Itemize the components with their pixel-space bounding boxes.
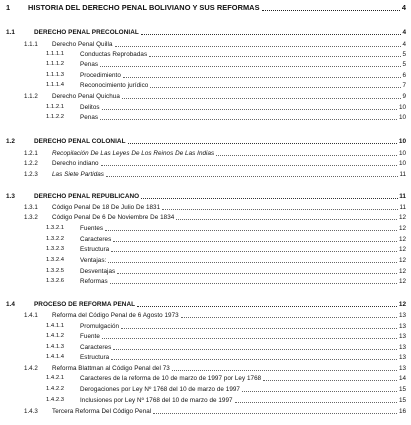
toc-entry[interactable] [0,343,411,352]
toc-entry-title: Reforma del Código Penal de 6 Agosto 1973 [52,312,179,319]
toc-leader-dots [137,306,397,307]
toc-entry-title: Ventajas: [80,257,107,264]
toc-entry[interactable] [0,300,411,309]
toc-entry-page: 13 [398,312,406,319]
toc-entry-title: Derogaciones por Ley Nº 1768 del 10 de marzo de 1997 [80,386,240,393]
toc-entry-number: 1.1.1.2 [46,61,65,67]
toc-entry-title: HISTORIA DEL DERECHO PENAL BOLIVIANO Y SUS REFORMAS [28,3,260,12]
toc-entry-title: Reconocimiento jurídico [80,82,149,89]
toc-leader-dots [102,338,398,339]
toc-entry[interactable] [0,60,411,69]
toc-entry[interactable] [0,92,411,101]
toc-entry-title: Las Siete Partidas [52,171,105,178]
toc-entry[interactable] [0,28,411,37]
toc-entry-title: Estructura [80,354,110,361]
toc-entry[interactable] [0,40,411,49]
toc-entry-page: 5 [402,61,406,68]
toc-entry-title: Caracteres [80,344,112,351]
toc-entry-title: Fuentes [80,225,104,232]
toc-entry-page: 12 [398,278,406,285]
toc-entry-number: 1.1 [6,29,15,36]
toc-leader-dots [162,209,398,210]
toc-entry-title: Promulgación [80,323,120,330]
toc-entry-page: 10 [398,114,406,121]
toc-entry-page: 4 [401,3,406,12]
toc-leader-dots [153,413,397,414]
toc-entry[interactable] [0,374,411,383]
toc-entry-page: 16 [398,408,406,415]
toc-leader-dots [181,317,398,318]
toc-leader-dots [121,328,397,329]
toc-entry-page: 11 [399,171,406,178]
toc-entry-page: 12 [398,246,406,253]
toc-entry-title: Derecho Penal Quichua [52,93,120,100]
toc-entry-page: 9 [402,93,406,100]
toc-leader-dots [113,349,397,350]
toc-leader-dots [117,273,397,274]
toc-entry-title: Penas [80,61,99,68]
toc-leader-dots [110,283,398,284]
toc-entry-title: Desventajas [80,268,116,275]
toc-entry-number: 1.1.1.3 [46,72,65,78]
toc-entry[interactable] [0,407,411,416]
toc-leader-dots [122,98,401,99]
toc-entry-title: PROCESO DE REFORMA PENAL [34,301,136,308]
toc-entry-page: 6 [402,72,406,79]
toc-entry-number: 1.2 [6,138,15,145]
toc-leader-dots [150,87,401,88]
toc-entry-number: 1 [6,3,11,12]
toc-entry-number: 1.1.1.4 [46,82,65,88]
toc-entry[interactable] [0,267,411,276]
toc-entry-title: Recopilación De Las Leyes De Los Reinos De Las Indias [52,150,215,157]
toc-entry[interactable] [0,149,411,158]
toc-entry[interactable] [0,203,411,212]
toc-entry-number: 1.1.2 [24,93,38,100]
toc-entry-number: 1.3.2.1 [46,225,65,231]
toc-entry-title: Derecho indiano [52,160,99,167]
toc-entry[interactable] [0,3,411,12]
toc-entry-page: 14 [398,375,406,382]
toc-leader-dots [101,165,398,166]
toc-entry-number: 1.2.1 [24,150,38,157]
toc-entry[interactable] [0,224,411,233]
toc-entry[interactable] [0,311,411,320]
toc-entry-title: Caracteres [80,236,112,243]
toc-leader-dots [123,77,401,78]
toc-entry-page: 5 [402,51,406,58]
toc-entry-title: DERECHO PENAL COLONIAL [34,138,126,145]
toc-entry-number: 1.3.1 [24,204,38,211]
toc-entry[interactable] [0,113,411,122]
toc-entry[interactable] [0,170,411,179]
toc-entry[interactable] [0,396,411,405]
toc-entry[interactable] [0,332,411,341]
toc-entry[interactable] [0,385,411,394]
toc-entry-title: Reforma Blattman al Código Penal del 73 [52,365,170,372]
toc-entry-title: Estructura [80,246,110,253]
toc-entry-number: 1.1.2.2 [46,114,65,120]
toc-entry-number: 1.3.2.3 [46,246,65,252]
toc-entry[interactable] [0,213,411,222]
toc-entry-title: Delitos [80,104,100,111]
toc-entry-page: 10 [398,160,406,167]
toc-leader-dots [100,66,401,67]
toc-leader-dots [102,109,398,110]
toc-entry[interactable] [0,159,411,168]
toc-entry-number: 1.4.1.2 [46,333,65,339]
toc-leader-dots [111,251,397,252]
toc-entry-page: 12 [398,257,406,264]
toc-entry[interactable] [0,50,411,59]
toc-leader-dots [149,56,401,57]
toc-entry-number: 1.4.3 [24,408,38,415]
toc-entry-number: 1.4.1.1 [46,323,65,329]
toc-entry[interactable] [0,81,411,90]
toc-entry-page: 13 [398,344,406,351]
toc-entry-number: 1.2.2 [24,160,38,167]
toc-leader-dots [113,241,397,242]
toc-entry-page: 13 [398,323,406,330]
toc-leader-dots [111,359,397,360]
toc-leader-dots [172,370,398,371]
toc-entry-page: 15 [398,386,406,393]
toc-leader-dots [141,34,401,35]
toc-entry-title: DERECHO PENAL REPUBLICANO [34,193,140,200]
toc-leader-dots [141,198,398,199]
toc-leader-dots [105,230,397,231]
toc-entry-number: 1.1.1 [24,41,38,48]
toc-entry-page: 4 [402,41,406,48]
toc-entry-title: Código Penal De 18 De Julio De 1831 [52,204,161,211]
toc-entry-page: 12 [398,268,406,275]
toc-entry-title: Fuente [80,333,100,340]
toc-entry-number: 1.4.2.2 [46,386,65,392]
toc-entry-number: 1.4.1.4 [46,354,65,360]
toc-entry[interactable] [0,103,411,112]
toc-leader-dots [128,143,398,144]
toc-entry-title: Caracteres de la reforma de 10 de marzo de 1997 por Ley 1768 [80,375,262,382]
toc-entry[interactable] [0,322,411,331]
toc-leader-dots [115,46,401,47]
toc-entry-number: 1.4.2.3 [46,397,65,403]
toc-entry[interactable] [0,353,411,362]
toc-entry-page: 12 [398,225,406,232]
toc-entry-number: 1.3 [6,193,15,200]
toc-entry-title: Penas [80,114,99,121]
toc-entry-number: 1.4.1 [24,312,38,319]
toc-entry[interactable] [0,245,411,254]
toc-entry-page: 10 [398,138,406,145]
toc-entry[interactable] [0,137,411,146]
toc-entry[interactable] [0,71,411,80]
toc-entry-title: Conductas Reprobadas [80,51,148,58]
toc-leader-dots [262,10,401,11]
toc-entry-number: 1.1.2.1 [46,104,65,110]
toc-entry-number: 1.4.1.3 [46,344,65,350]
toc-entry-page: 15 [398,397,406,404]
toc-entry[interactable] [0,277,411,286]
toc-entry-page: 13 [398,333,406,340]
toc-entry-number: 1.4 [6,301,15,308]
toc-entry-number: 1.3.2.6 [46,278,65,284]
toc-entry-page: 10 [398,104,406,111]
toc-entry[interactable] [0,256,411,265]
toc-leader-dots [216,155,397,156]
toc-entry-title: Derecho Penal Quilla [52,41,113,48]
toc-entry-title: Reformas [80,278,108,285]
toc-entry-title: Procedimiento [80,72,121,79]
toc-leader-dots [108,262,397,263]
toc-entry-page: 4 [402,29,406,36]
toc-entry[interactable] [0,235,411,244]
toc-entry-page: 7 [402,82,406,89]
toc-leader-dots [106,176,398,177]
toc-entry-number: 1.3.2.2 [46,236,65,242]
toc-entry-page: 11 [399,193,406,200]
toc-entry-number: 1.4.2.1 [46,375,65,381]
toc-leader-dots [235,402,398,403]
toc-entry-title: DERECHO PENAL PRECOLONIAL [34,29,139,36]
toc-leader-dots [100,119,397,120]
toc-entry-page: 13 [398,354,406,361]
toc-entry-page: 12 [398,301,406,308]
toc-entry-number: 1.1.1.1 [46,51,65,57]
toc-entry[interactable] [0,192,411,201]
toc-entry-page: 12 [398,236,406,243]
toc-entry-number: 1.3.2.5 [46,268,65,274]
toc-entry-page: 10 [398,150,406,157]
toc-leader-dots [242,391,398,392]
toc-entry-number: 1.4.2 [24,365,38,372]
toc-entry-page: 12 [398,214,406,221]
toc-entry-title: Código Penal De 6 De Noviembre De 1834 [52,214,175,221]
toc-leader-dots [263,380,397,381]
toc-entry-number: 1.2.3 [24,171,38,178]
toc-entry-page: 11 [399,204,406,211]
toc-entry-number: 1.3.2 [24,214,38,221]
toc-entry[interactable] [0,364,411,373]
toc-entry-title: Tercera Reforma Del Código Penal [52,408,152,415]
toc-entry-title: Inclusiones por Ley Nº 1768 del 10 de marzo de 1997 [80,397,233,404]
toc-entry-number: 1.3.2.4 [46,257,65,263]
toc-leader-dots [176,219,397,220]
toc-entry-page: 13 [398,365,406,372]
